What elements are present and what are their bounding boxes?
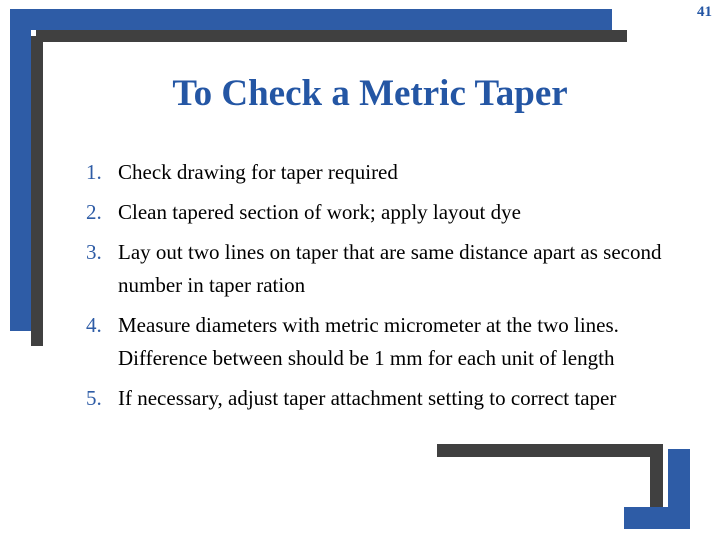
- list-item-number: 5.: [86, 386, 102, 410]
- list-item: [86, 382, 674, 415]
- left-border-bar: [10, 9, 31, 331]
- numbered-list: [86, 156, 674, 422]
- page-number: 41: [697, 4, 712, 20]
- list-item: [86, 156, 674, 189]
- page-title: To Check a Metric Taper: [172, 73, 568, 114]
- list-item: [86, 236, 674, 302]
- list-item-number: 3.: [86, 240, 102, 264]
- list-item-text: Check drawing for taper required: [118, 160, 398, 184]
- list-item-number: 1.: [86, 160, 102, 184]
- bottom-right-shadow-horizontal: [437, 444, 663, 457]
- bottom-right-shadow-vertical: [650, 444, 663, 510]
- list-item-number: 2.: [86, 200, 102, 224]
- top-border-shadow: [36, 30, 627, 42]
- list-item-number: 4.: [86, 313, 102, 337]
- top-border-bar: [10, 9, 612, 30]
- list-item-text: Lay out two lines on taper that are same distance apart as second number in taper ration: [118, 240, 667, 297]
- list-item-text: Measure diameters with metric micrometer at the two lines. Difference between should be 1 mm for each unit of length: [118, 313, 630, 370]
- list-item: [86, 309, 674, 375]
- list-item: [86, 196, 674, 229]
- bottom-right-border-horizontal: [624, 507, 690, 529]
- list-item-text: If necessary, adjust taper attachment setting to correct taper: [118, 386, 617, 410]
- left-border-shadow: [31, 36, 43, 346]
- list-item-text: Clean tapered section of work; apply layout dye: [118, 200, 521, 224]
